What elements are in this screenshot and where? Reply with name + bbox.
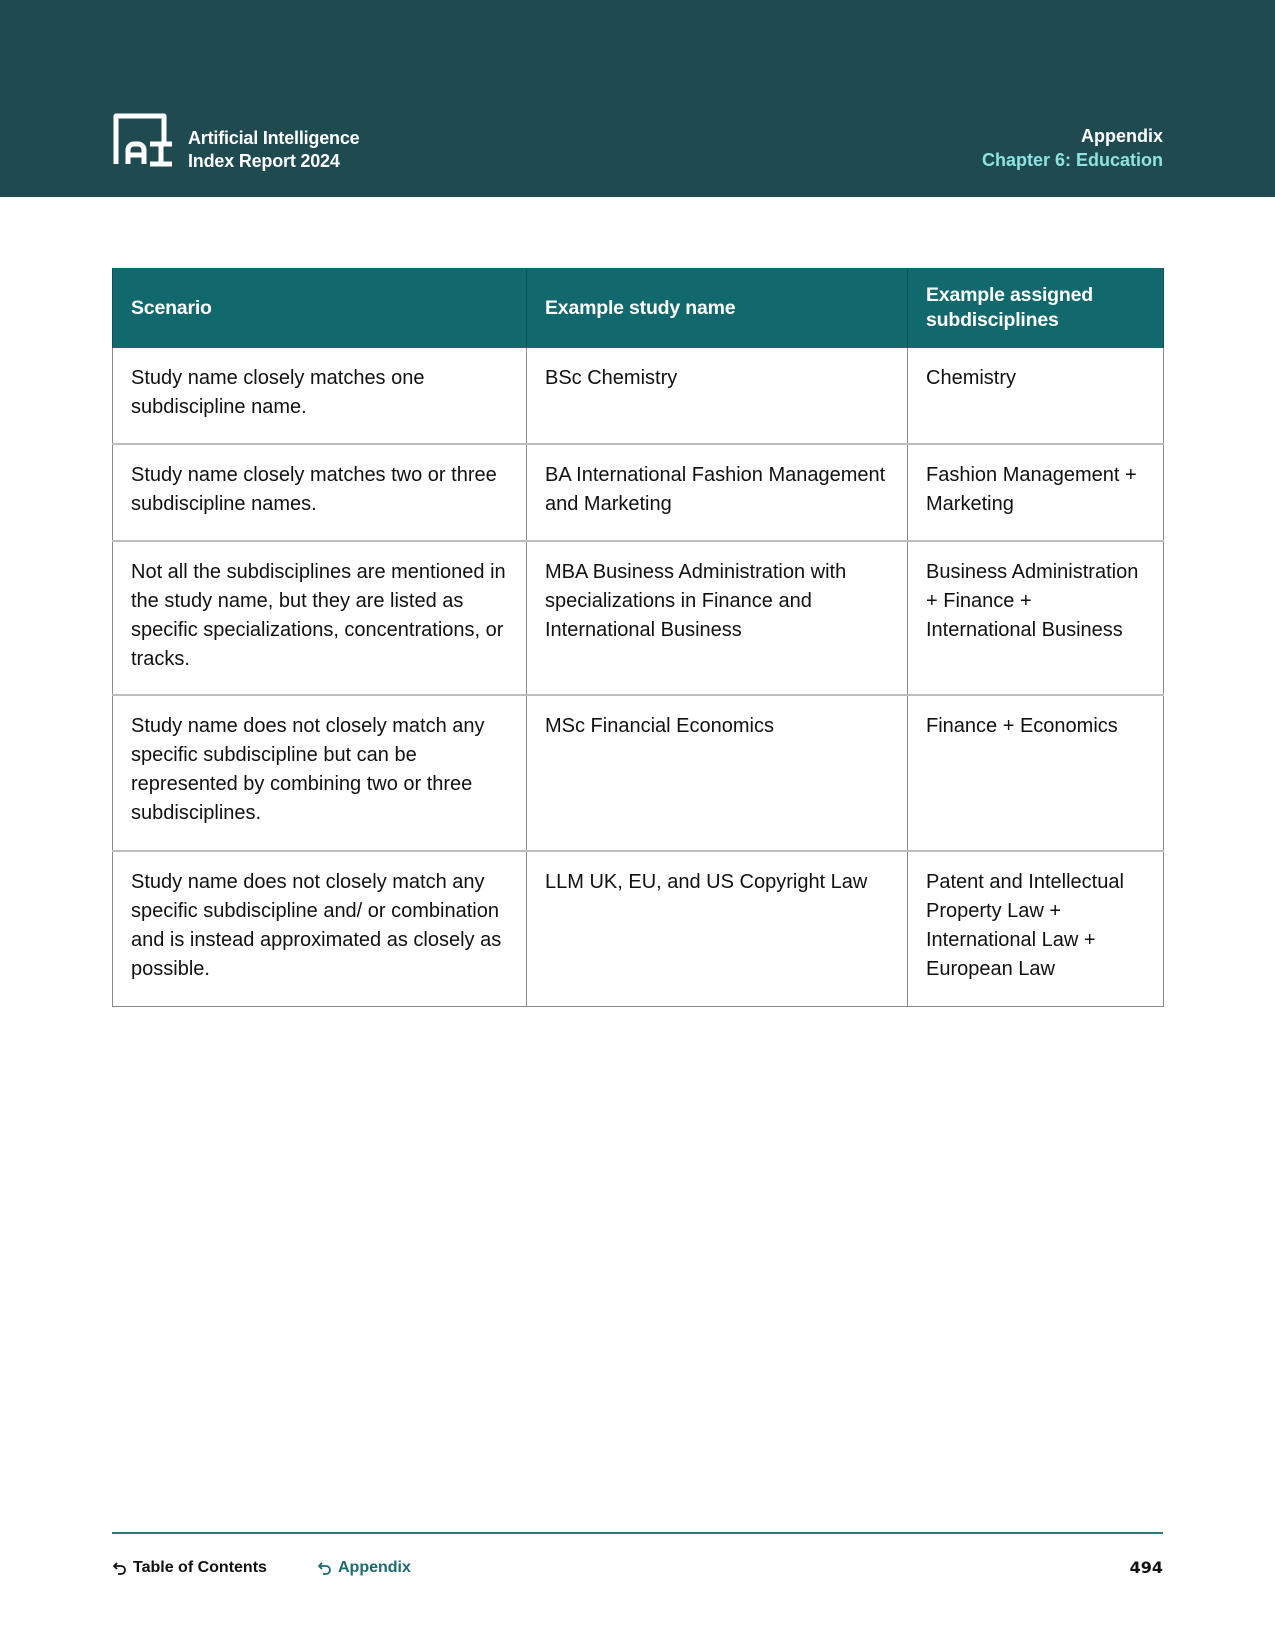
footer-divider bbox=[112, 1532, 1163, 1534]
table-of-contents-link[interactable] bbox=[112, 1557, 267, 1579]
cell-subdisciplines: Finance + Economics bbox=[908, 695, 1164, 851]
ai-index-logo-icon bbox=[112, 112, 174, 167]
section-label: Appendix bbox=[1080, 126, 1163, 146]
return-arrow-icon bbox=[317, 1560, 333, 1576]
cell-scenario: Not all the subdisciplines are mentioned in the study name, but they are listed as specific specializations, concentrations, or tracks. bbox=[113, 541, 527, 695]
table-row bbox=[113, 851, 1164, 1007]
table-row bbox=[113, 695, 1164, 851]
cell-study-name: LLM UK, EU, and US Copyright Law bbox=[527, 851, 908, 1007]
cell-study-name: MSc Financial Economics bbox=[527, 695, 908, 851]
column-header-subdisciplines: Example assigned subdisciplines bbox=[908, 268, 1164, 348]
column-header-study-name: Example study name bbox=[527, 268, 908, 348]
table-of-contents-label: Table of Contents bbox=[133, 1559, 267, 1576]
cell-study-name: MBA Business Administration with specializations in Finance and International Business bbox=[527, 541, 908, 695]
return-arrow-icon bbox=[112, 1560, 128, 1576]
cell-scenario: Study name does not closely match any specific subdiscipline and/ or combination and is instead approximated as closely as possible. bbox=[113, 851, 527, 1007]
column-header-scenario: Scenario bbox=[113, 268, 527, 348]
header-band bbox=[0, 0, 1275, 197]
report-title-line2: Index Report 2024 bbox=[188, 151, 340, 171]
table-row bbox=[113, 541, 1164, 695]
chapter-label: Chapter 6: Education bbox=[981, 150, 1163, 170]
subdiscipline-mapping-table bbox=[112, 268, 1164, 1007]
cell-study-name: BSc Chemistry bbox=[527, 348, 908, 444]
appendix-link[interactable] bbox=[317, 1557, 411, 1579]
appendix-label: Appendix bbox=[338, 1559, 411, 1576]
page-number: 494 bbox=[1129, 1558, 1163, 1577]
cell-scenario: Study name does not closely match any specific subdiscipline but can be represented by combining two or three subdisciplines. bbox=[113, 695, 527, 851]
cell-subdisciplines: Fashion Management + Marketing bbox=[908, 444, 1164, 541]
cell-scenario: Study name closely matches one subdiscipline name. bbox=[113, 348, 527, 444]
chapter-heading bbox=[982, 124, 1163, 172]
cell-scenario: Study name closely matches two or three subdiscipline names. bbox=[113, 444, 527, 541]
cell-subdisciplines: Chemistry bbox=[908, 348, 1164, 444]
cell-subdisciplines: Patent and Intellectual Property Law + International Law + European Law bbox=[908, 851, 1164, 1007]
table-row bbox=[113, 444, 1164, 541]
report-title-line1: Artificial Intelligence bbox=[188, 128, 360, 148]
cell-subdisciplines: Business Administration + Finance + International Business bbox=[908, 541, 1164, 695]
table-row bbox=[113, 348, 1164, 444]
cell-study-name: BA International Fashion Management and Marketing bbox=[527, 444, 908, 541]
report-title bbox=[188, 127, 359, 173]
table-header-row bbox=[113, 268, 1164, 348]
